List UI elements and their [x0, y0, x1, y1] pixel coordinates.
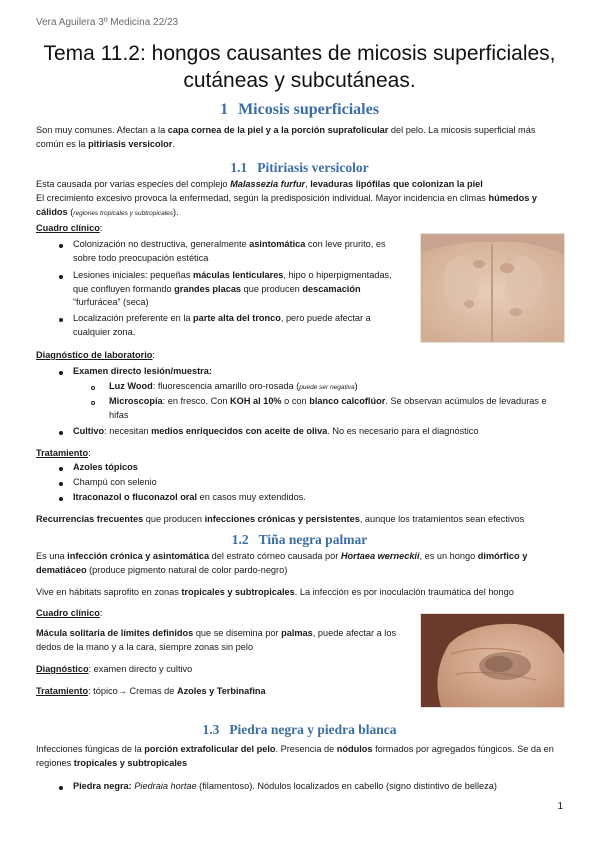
text-run: que producen: [143, 514, 205, 524]
text-run: El crecimiento excesivo provoca la enfermedad, según la predisposición individual. Mayor incidencia en climas: [36, 193, 489, 203]
section-title: Piedra negra y piedra blanca: [229, 722, 397, 737]
text-run: Itraconazol o fluconazol oral: [73, 492, 198, 502]
subsection-heading-1-1: [0, 160, 599, 176]
text-run: dimórfico y dematiáceo: [36, 551, 528, 575]
subsection-heading-1-3: [0, 722, 599, 738]
recurrencias-paragraph: [36, 513, 564, 527]
examen-directo-item: Examen directo lesión/muestra:: [73, 366, 212, 376]
text-run: . No es necesario para el diagnóstico: [327, 426, 479, 436]
treatment-item-2: [73, 476, 553, 490]
text-run: capa cornea de la piel y a la porción suprafolicular: [167, 125, 389, 135]
tratamiento-label: Tratamiento:: [36, 448, 91, 458]
text-run: parte alta del tronco: [193, 313, 281, 323]
sub-bullet-circle: [91, 401, 95, 405]
text-run: Malassezia furfur: [230, 179, 306, 189]
text-run: Luz Wood: [109, 381, 153, 391]
bullet-dot: [59, 244, 63, 248]
section-number: 1: [220, 101, 229, 118]
cuadro-clinico-label: Cuadro clínico:: [36, 223, 103, 233]
bullet-dot: [59, 786, 63, 790]
section-heading-1: [0, 101, 599, 119]
text-run: .: [172, 138, 175, 149]
section-title: Micosis superficiales: [238, 101, 379, 118]
text-run: blanco calcoflúor: [309, 396, 386, 406]
text-run: nódulos: [336, 744, 373, 754]
clinical-bullet-1: [73, 238, 406, 265]
bullet-dot: [59, 467, 63, 471]
back-skin-photo: [420, 233, 565, 343]
treatment-item-3: [73, 491, 553, 505]
text-run: : necesitan: [104, 426, 152, 436]
page-header: Vera Aguilera 3º Medicina 22/23: [36, 17, 179, 28]
section-number: 1.2: [231, 532, 249, 547]
text-run: Cremas de: [126, 686, 177, 696]
text-run: regiones tropicales y subtropicales: [73, 209, 174, 217]
text-run: tropicales y subtropicales: [73, 757, 188, 768]
text-run: asintomática: [249, 239, 306, 249]
treatment-item-1: [73, 461, 553, 475]
text-run: “furfurácea” (seca): [73, 297, 149, 308]
text-run: , aunque los tratamientos sean efectivos: [359, 514, 525, 524]
pitiriasis-paragraph-1: [36, 178, 564, 192]
text-run: Recurrencias frecuentes: [36, 514, 144, 524]
text-run: Localización preferente en la: [73, 313, 194, 323]
tina-cuadro-label: Cuadro clínico:: [36, 608, 103, 618]
piedra-negra-item: [73, 780, 558, 794]
subsection-heading-1-2: [0, 532, 599, 548]
text-run: (produce pigmento natural de color pardo-negro): [86, 564, 288, 575]
page-title: Tema 11.2: hongos causantes de micosis superficiales, cutáneas y subcutáneas.: [43, 42, 556, 92]
text-run: Colonización no destructiva, generalmente: [73, 239, 250, 249]
bullet-dot: [59, 482, 63, 486]
microscopia-item: [109, 395, 561, 422]
text-run: →: [117, 686, 127, 696]
bullet-dot: [59, 497, 63, 501]
text-run: , es un hongo: [419, 551, 478, 561]
tina-diagnostico: Diagnóstico: examen directo y cultivo: [36, 664, 193, 674]
text-run: . Se observan acúmulos de levaduras e hifas: [109, 396, 547, 420]
text-run: Hortaea werneckii: [340, 551, 420, 561]
text-run: Lesiones iniciales: pequeñas: [73, 270, 194, 280]
text-run: , pero puede afectar a cualquier zona.: [73, 313, 371, 337]
cultivo-item: [73, 425, 558, 439]
text-run: porción extrafolicular del pelo: [144, 744, 276, 754]
text-run: grandes placas: [174, 283, 242, 294]
tina-paragraph-1: [36, 550, 564, 577]
text-run: Azoles y Terbinafina: [176, 686, 266, 696]
text-run: tropicales y subtropicales: [181, 587, 295, 597]
text-run: del pelo. La micosis superficial más común es la: [36, 125, 536, 149]
text-run: palmas: [281, 628, 313, 638]
text-run: infecciones crónicas y persistentes: [204, 514, 360, 524]
text-run: Es una: [36, 551, 68, 561]
text-run: ,: [305, 179, 311, 189]
section-title: Tiña negra palmar: [258, 532, 368, 547]
tina-tratamiento: Tratamiento: tópico→ Cremas de Azoles y Terbinafina: [36, 686, 266, 696]
text-run: Infecciones fúngicas de la: [36, 744, 145, 754]
text-run: , hipo o hiperpigmentadas, que confluyen formando: [73, 270, 392, 294]
text-run: Piedra negra:: [73, 781, 135, 791]
section-number: 1.1: [230, 160, 248, 175]
pitiriasis-paragraph-2: [36, 192, 564, 220]
luz-wood-item: [109, 380, 561, 395]
text-run: o con: [281, 396, 310, 406]
text-run: del estrato córneo causada por: [209, 551, 341, 561]
text-run: Champú con selenio: [73, 477, 157, 487]
section-number: 1.3: [202, 722, 220, 737]
clinical-bullet-2: [73, 269, 406, 310]
text-run: Cultivo: [73, 426, 105, 436]
text-run: en casos muy extendidos.: [197, 492, 306, 502]
text-run: : fluorescencia amarillo oro-rosada (: [152, 381, 300, 391]
text-run: infección crónica y asintomática: [67, 551, 210, 561]
text-run: : tópico: [88, 686, 118, 696]
piedra-paragraph: [36, 743, 564, 770]
text-run: Esta causada por varias especies del complejo: [36, 179, 231, 189]
text-run: ): [354, 381, 358, 391]
text-run: descamación: [302, 283, 361, 294]
text-run: que se disemina por: [193, 628, 282, 638]
section-title: Pitiriasis versicolor: [257, 160, 369, 175]
text-run: pitiriasis versicolor: [88, 138, 173, 149]
bullet-dot: [59, 275, 63, 279]
text-run: puede ser negativa: [299, 384, 355, 391]
diagnostico-laboratorio-label: Diagnóstico de laboratorio:: [36, 350, 155, 360]
text-run: , puede afectar a los dedos de la mano y a la cara, siempre zonas sin pelo: [36, 628, 397, 652]
text-run: . La infección es por inoculación traumática del hongo: [294, 587, 514, 597]
text-run: (: [67, 206, 74, 217]
bullet-dot: [59, 431, 63, 435]
text-run: máculas lenticulares: [193, 270, 284, 280]
text-run: KOH al 10%: [230, 396, 282, 406]
clinical-bullet-3: [73, 312, 406, 339]
intro-paragraph: [36, 124, 564, 151]
text-run: . Presencia de: [275, 744, 337, 754]
text-run: Azoles tópicos: [73, 462, 138, 472]
text-run: Son muy comunes. Afectan a la: [36, 125, 168, 135]
text-run: Piedraia hortae: [134, 781, 197, 791]
page-number: 1: [557, 801, 563, 812]
tina-cuadro-paragraph: [36, 627, 408, 654]
text-run: formados por agregados fúngicos. Se da en regiones: [36, 744, 554, 768]
text-run: Microscopía: [109, 396, 163, 406]
bullet-dot: [59, 371, 63, 375]
tina-paragraph-2: [36, 586, 564, 600]
text-run: que producen: [241, 283, 303, 294]
text-run: levaduras lipófilas que colonizan la piel: [310, 179, 483, 189]
bullet-dot: [59, 318, 63, 322]
text-run: : en fresco. Con: [162, 396, 231, 406]
text-run: (filamentoso). Nódulos localizados en cabello (signo distintivo de belleza): [196, 781, 497, 791]
text-run: Vive en hábitats saprofito en zonas: [36, 587, 182, 597]
sub-bullet-circle: [91, 386, 95, 390]
text-run: ).: [173, 206, 179, 217]
text-run: con leve prurito, es sobre todo preocupación estética: [73, 239, 386, 263]
text-run: húmedos y cálidos: [36, 193, 537, 217]
text-run: Mácula solitaria de límites definidos: [36, 628, 194, 638]
text-run: medios enriquecidos con aceite de oliva: [151, 426, 328, 436]
